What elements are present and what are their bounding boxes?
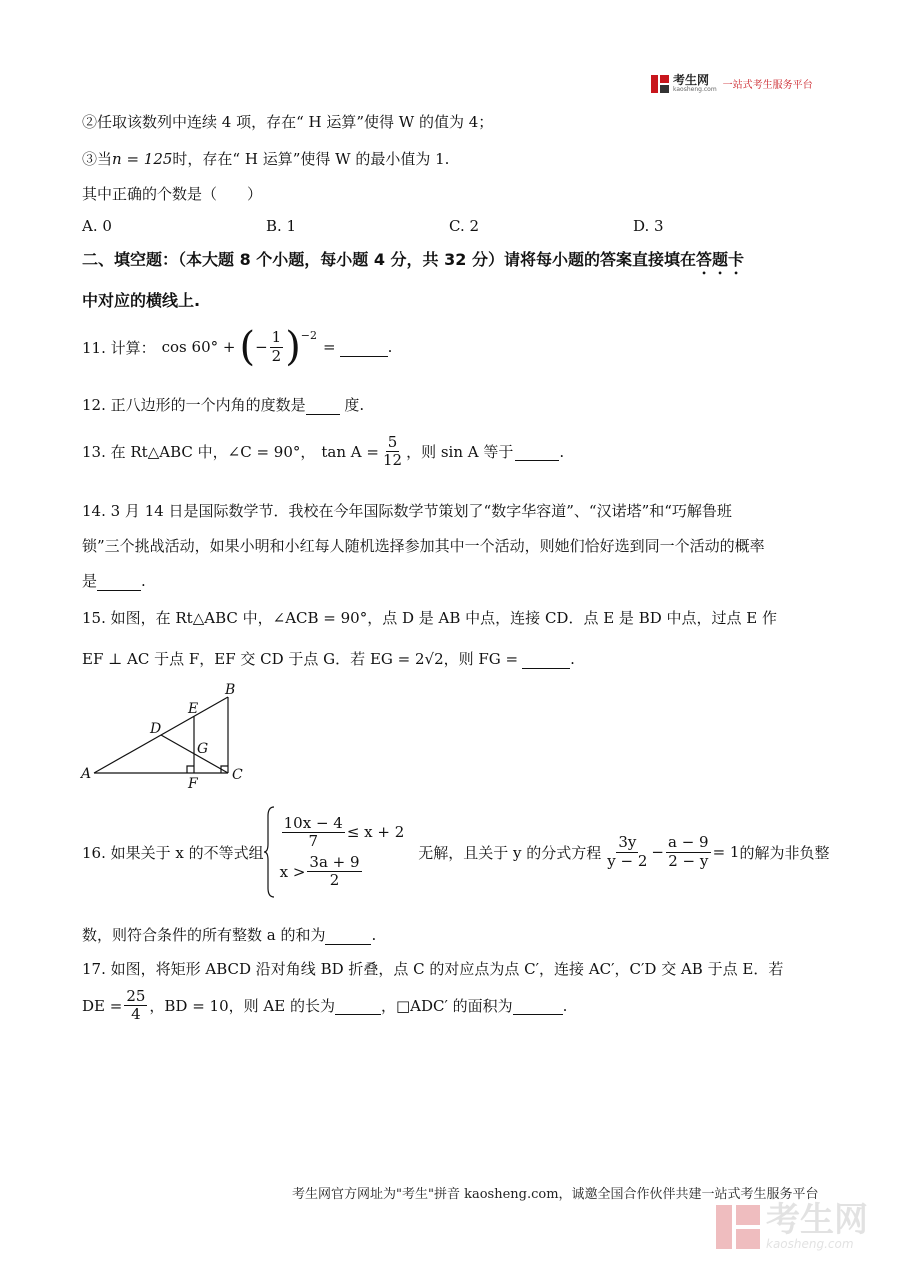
label-d: D — [150, 721, 162, 737]
answer-blank — [515, 442, 559, 461]
question-15-line2: EF ⊥ AC 于点 F，EF 交 CD 于点 G．若 EG = 2√2，则 FG = . — [82, 650, 575, 668]
logo-name: 考生网 — [673, 73, 710, 87]
label-g: G — [197, 741, 209, 757]
question-14-line2: 锁”三个挑战活动，如果小明和小红每人随机选择参加其中一个活动，则她们恰好选到同一个活动的概率 — [82, 537, 765, 555]
inequality-system: $\frac{10x - 4}{7}$ ≤ x + 2 x > $\frac{3a + 9}{2}$ — [279, 813, 405, 890]
answer-blank — [340, 338, 388, 357]
label-b: B — [225, 682, 236, 698]
answer-blank — [335, 996, 381, 1015]
section-heading-line2: 中对应的横线上. — [82, 291, 201, 310]
question-17-line2: DE = $\frac{25}{4}$ ，BD = 10，则 AE 的长为 ，□ADC′ 的面积为 . — [82, 987, 568, 1024]
answer-blank — [306, 396, 340, 415]
q10-question: 其中正确的个数是（ ） — [82, 185, 263, 203]
watermark — [716, 1200, 868, 1251]
logo-url: kaosheng.com — [673, 86, 717, 93]
system-brace — [264, 806, 276, 898]
q10-option-b: B. 1 — [266, 217, 297, 235]
triangle-figure — [78, 680, 258, 792]
question-12: 12. 正八边形的一个内角的度数是 度. — [82, 396, 365, 414]
q10-option-a: A. 0 — [82, 217, 112, 235]
watermark-name: 考生网 — [766, 1200, 868, 1240]
question-11: 11. 计算： cos 60° + ( − $\frac{1}{2}$ ) −2 = . — [82, 324, 393, 370]
answer-blank — [97, 572, 141, 591]
label-a: A — [81, 766, 92, 782]
question-17-line1: 17. 如图，将矩形 ABCD 沿对角线 BD 折叠，点 C 的对应点为点 C′，连接 AC′，C′D 交 AB 于点 E．若 — [82, 960, 784, 978]
q10-item3: ③当n = 125时，存在“ H 运算”使得 W 的最小值为 1. — [82, 150, 450, 168]
answer-blank — [522, 650, 570, 669]
question-14-line1: 14. 3 月 14 日是国际数学节．我校在今年国际数学节策划了“数字华容道”、“汉诺塔”和“巧解鲁班 — [82, 502, 732, 520]
question-14-line3: 是 . — [82, 572, 146, 590]
label-e: E — [188, 701, 199, 717]
question-16-line2: 数，则符合条件的所有整数 a 的和为 . — [82, 926, 377, 944]
section-heading: 二、填空题：（本大题 8 个小题，每小题 4 分，共 32 分）请将每小题的答案直接填在答题卡 — [82, 250, 744, 269]
answer-blank — [325, 926, 371, 945]
logo-slogan: 一站式考生服务平台 — [722, 80, 813, 91]
question-15-line1: 15. 如图，在 Rt△ABC 中，∠ACB = 90°，点 D 是 AB 中点，连接 CD．点 E 是 BD 中点，过点 E 作 — [82, 609, 778, 627]
footer-text: 考生网官方网址为"考生"拼音 kaosheng.com，诚邀全国合作伙伴共建一站式考生服务平台 — [292, 1187, 819, 1202]
label-f: F — [188, 776, 198, 792]
label-c: C — [232, 767, 243, 783]
question-16: 16. 如果关于 x 的不等式组 $\frac{10x - 4}{7}$ ≤ x + 2 x > $\frac{3a + 9}{2}$ 无解，且关于 y 的分式方程 $\frac{3y}{y - 2}$ − $\frac{a - 9}{2 - y}$ = 1 的解为非负整 — [82, 806, 830, 898]
watermark-logo-icon — [716, 1205, 760, 1249]
right-angle-f — [187, 766, 194, 773]
q10-item2: ②任取该数列中连续 4 项，存在“ H 运算”使得 W 的值为 4； — [82, 113, 494, 131]
watermark-url: kaosheng.com — [766, 1237, 854, 1251]
kaosheng-logo-icon — [651, 75, 669, 93]
q10-option-d: D. 3 — [633, 217, 664, 235]
question-13: 13. 在 Rt△ABC 中， ∠C = 90°， tan A = $\frac{5}{12}$ ，则 sin A 等于 . — [82, 433, 565, 470]
answer-blank — [513, 996, 563, 1015]
header-logo — [651, 74, 813, 93]
q10-option-c: C. 2 — [449, 217, 480, 235]
